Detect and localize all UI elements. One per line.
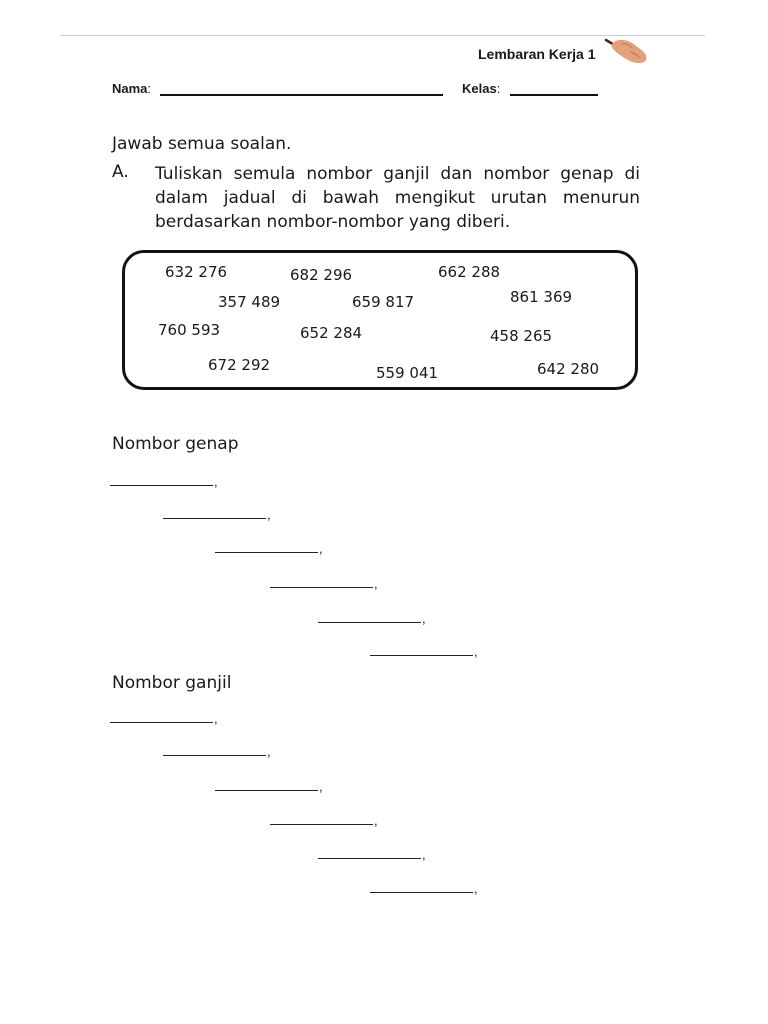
comma-separator: , — [474, 644, 478, 659]
name-label: Nama: — [112, 81, 152, 96]
number-item: 662 288 — [438, 263, 501, 281]
comma-separator: , — [374, 813, 378, 828]
number-item: 659 817 — [352, 293, 415, 311]
question-line: berdasarkan nombor-nombor yang diberi. — [155, 212, 511, 232]
answer-line — [163, 518, 266, 519]
answer-blank — [370, 882, 482, 898]
answer-blank — [215, 542, 327, 558]
answer-blank — [163, 508, 275, 524]
answer-line — [270, 587, 373, 588]
answer-blank — [270, 577, 382, 593]
number-item: 642 280 — [537, 360, 600, 378]
even-numbers-heading: Nombor genap — [112, 434, 239, 454]
answer-line — [163, 755, 266, 756]
answer-blank — [370, 645, 482, 661]
hand-pencil-icon — [600, 34, 650, 66]
question-line: dalam jadual di bawah mengikut urutan menurun — [155, 188, 640, 208]
question-label: A. — [112, 162, 129, 182]
number-item: 652 284 — [300, 324, 363, 342]
answer-line — [370, 892, 473, 893]
comma-separator: , — [319, 541, 323, 556]
answer-blank — [215, 780, 327, 796]
answer-line — [110, 722, 213, 723]
comma-separator: , — [319, 779, 323, 794]
answer-line — [215, 790, 318, 791]
question-line: Tuliskan semula nombor ganjil dan nombor genap di — [155, 164, 640, 184]
number-item: 760 593 — [158, 321, 221, 339]
comma-separator: , — [267, 744, 271, 759]
answer-line — [318, 858, 421, 859]
number-item: 861 369 — [510, 288, 573, 306]
number-item: 682 296 — [290, 266, 353, 284]
name-field-line — [160, 94, 443, 96]
number-item: 357 489 — [218, 293, 281, 311]
answer-blank — [110, 475, 222, 491]
answer-blank — [270, 814, 382, 830]
comma-separator: , — [214, 711, 218, 726]
answer-line — [110, 485, 213, 486]
comma-separator: , — [214, 474, 218, 489]
answer-line — [318, 622, 421, 623]
answer-line — [370, 655, 473, 656]
odd-numbers-heading: Nombor ganjil — [112, 673, 232, 693]
answer-line — [215, 552, 318, 553]
comma-separator: , — [267, 507, 271, 522]
comma-separator: , — [374, 576, 378, 591]
answer-blank — [110, 712, 222, 728]
number-item: 632 276 — [165, 263, 228, 281]
answer-blank — [163, 745, 275, 761]
comma-separator: , — [422, 611, 426, 626]
answer-blank — [318, 612, 430, 628]
answer-blank — [318, 848, 430, 864]
number-item: 458 265 — [490, 327, 553, 345]
answer-line — [270, 824, 373, 825]
class-field-line — [510, 94, 598, 96]
comma-separator: , — [474, 881, 478, 896]
worksheet-title: Lembaran Kerja 1 — [478, 46, 596, 62]
class-label: Kelas: — [462, 81, 501, 96]
question-text — [155, 162, 640, 234]
instruction: Jawab semua soalan. — [112, 134, 292, 154]
number-item: 672 292 — [208, 356, 271, 374]
comma-separator: , — [422, 847, 426, 862]
number-item: 559 041 — [376, 364, 439, 382]
